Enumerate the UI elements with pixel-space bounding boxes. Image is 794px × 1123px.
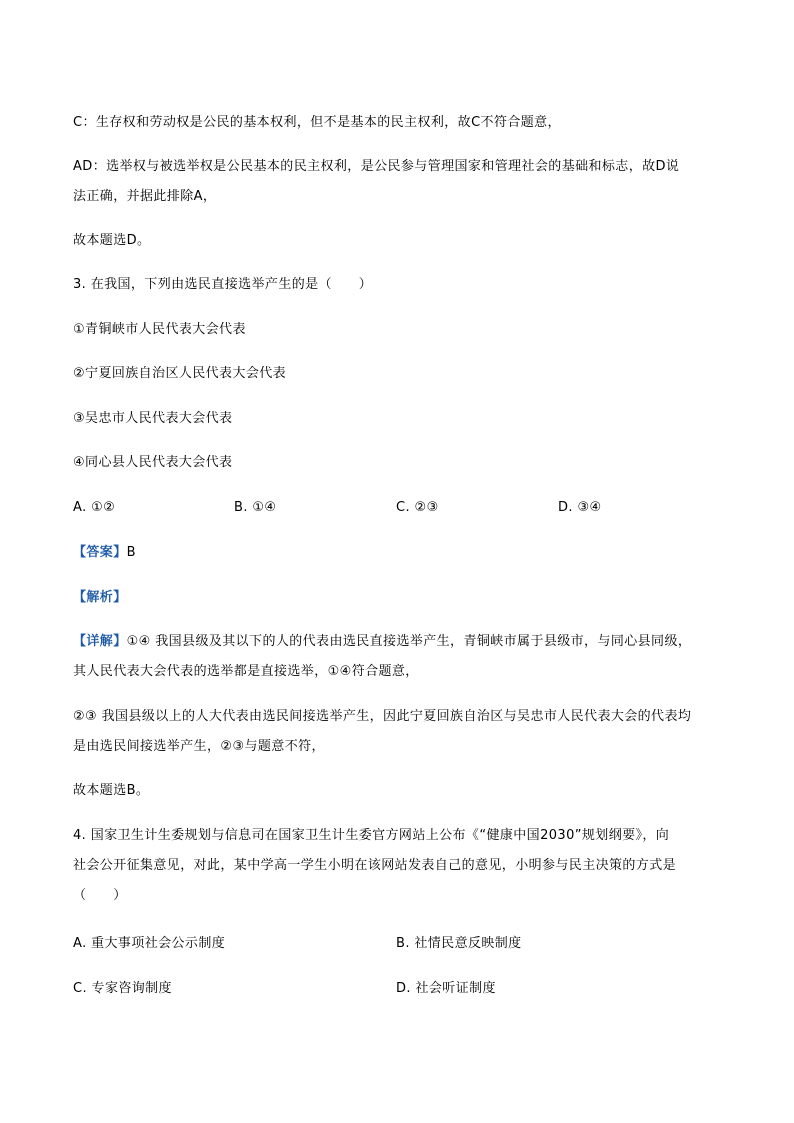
detail-text: 其人民代表大会代表的选举都是直接选举，①④符合题意， bbox=[73, 664, 419, 679]
detail-label: 【详解】 bbox=[73, 634, 127, 649]
detail-text: 是由选民间接选举产生，②③与题意不符， bbox=[73, 739, 325, 754]
question-4-option-a: A. 重大事项社会公示制度 bbox=[73, 936, 226, 951]
question-4-stem: 社会公开征集意见，对此，某中学高一学生小明在该网站发表自己的意见，小明参与民主决策的方式是 bbox=[73, 858, 677, 873]
detail-text: ①④ 我国县级及其以下的人的代表由选民直接选举产生，青铜峡市属于县级市，与同心县同级， bbox=[126, 634, 692, 649]
text-line: 法正确，并据此排除A， bbox=[73, 189, 217, 204]
answer-label: 【答案】 bbox=[73, 545, 127, 560]
question-4-option-c: C. 专家咨询制度 bbox=[73, 981, 172, 996]
detail-text: 故本题选B。 bbox=[73, 783, 150, 798]
question-3-option-d: D. ③④ bbox=[558, 500, 602, 515]
question-4-stem: （ ） bbox=[73, 888, 127, 903]
question-3-item: ③吴忠市人民代表大会代表 bbox=[73, 411, 233, 426]
text-line: AD：选举权与被选举权是公民基本的民主权利，是公民参与管理国家和管理社会的基础和标志，故D说 bbox=[73, 159, 680, 174]
question-4-option-d: D. 社会听证制度 bbox=[396, 981, 496, 996]
analysis-label: 【解析】 bbox=[73, 590, 127, 605]
answer-value: B bbox=[126, 545, 136, 560]
text-line: 故本题选D。 bbox=[73, 233, 151, 248]
question-3-item: ①青铜峡市人民代表大会代表 bbox=[73, 322, 246, 337]
question-3-item: ②宁夏回族自治区人民代表大会代表 bbox=[73, 366, 287, 381]
question-3-option-a: A. ①② bbox=[73, 500, 116, 515]
question-3-stem: 3. 在我国，下列由选民直接选举产生的是（ ） bbox=[73, 277, 373, 292]
answer-line bbox=[73, 545, 136, 561]
analysis-line bbox=[73, 590, 127, 606]
detail-line bbox=[73, 634, 691, 650]
text-line: C：生存权和劳动权是公民的基本权利，但不是基本的民主权利，故C不符合题意， bbox=[73, 115, 561, 130]
question-3-item: ④同心县人民代表大会代表 bbox=[73, 455, 233, 470]
question-4-stem: 4. 国家卫生计生委规划与信息司在国家卫生计生委官方网站上公布《“健康中国2030”规划纲要》，向 bbox=[73, 828, 670, 843]
detail-text: ②③ 我国县级以上的人大代表由选民间接选举产生，因此宁夏回族自治区与吴忠市人民代表大会的代表均 bbox=[73, 709, 692, 724]
question-3-option-b: B. ①④ bbox=[234, 500, 277, 515]
question-3-option-c: C. ②③ bbox=[396, 500, 439, 515]
question-4-option-b: B. 社情民意反映制度 bbox=[396, 936, 522, 951]
